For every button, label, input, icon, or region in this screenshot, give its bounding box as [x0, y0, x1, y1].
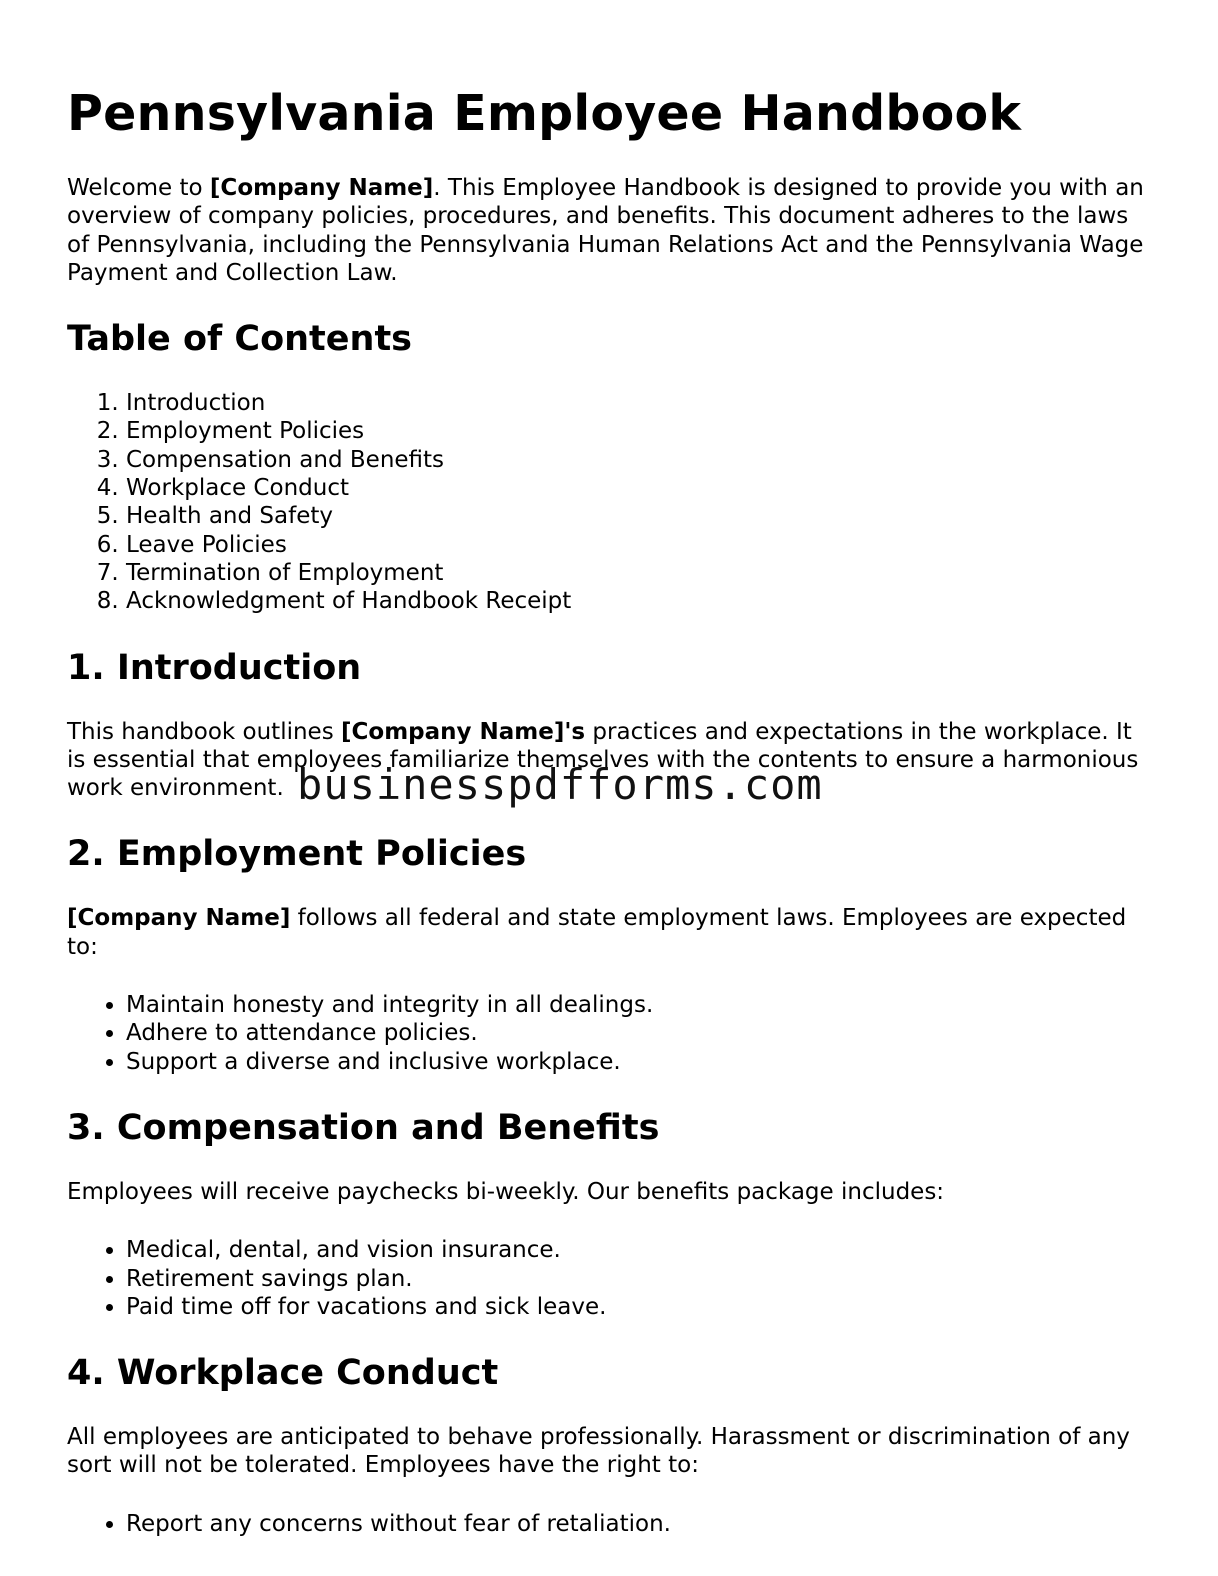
list-item: • Paid time off for vacations and sick leave.: [126, 1293, 1157, 1321]
intro-text-after: . This Employee Handbook is designed to provide you with an overview of company policies, procedures, and benefits. This document adheres to the laws of Pennsylvania, including the Pennsylvania Human Relations Act and the Pennsylvania Wage Payment and Collection Law.: [67, 175, 1144, 286]
toc-item: 7. Termination of Employment: [126, 559, 1157, 587]
list-item: • Support a diverse and inclusive workplace.: [126, 1048, 1157, 1076]
section-heading-introduction: 1. Introduction: [67, 647, 362, 688]
employment-list: [67, 991, 1157, 1076]
conduct-paragraph: All employees are anticipated to behave professionally. Harassment or discrimination of any sort will not be tolerated. Employees have the right to:: [67, 1424, 1130, 1479]
company-name-placeholder: [Company Name]: [67, 905, 291, 932]
section-heading-compensation: 3. Compensation and Benefits: [67, 1107, 660, 1148]
toc-list: [67, 389, 1157, 615]
intro-paragraph: [67, 174, 1157, 287]
toc-item: 5. Health and Safety: [126, 502, 1157, 530]
company-name-placeholder: [Company Name]'s: [341, 718, 586, 745]
introduction-text-after: practices and expectations in the workplace. It is essential that employees familiarize themselves with the contents to ensure a harmonious work environment.: [67, 718, 1139, 802]
toc-item: 3. Compensation and Benefits: [126, 446, 1157, 474]
list-item: • Adhere to attendance policies.: [126, 1019, 1157, 1047]
introduction-paragraph: [67, 718, 1157, 803]
toc-item: 6. Leave Policies: [126, 531, 1157, 559]
list-item: • Report any concerns without fear of retaliation.: [126, 1510, 1157, 1538]
page-title: Pennsylvania Employee Handbook: [67, 85, 1022, 142]
compensation-list: [67, 1236, 1157, 1321]
list-item: • Retirement savings plan.: [126, 1265, 1157, 1293]
toc-heading: Table of Contents: [67, 319, 413, 360]
intro-text-before: Welcome to: [67, 175, 210, 201]
document-page: [67, 84, 1157, 1568]
toc-item: 4. Workplace Conduct: [126, 474, 1157, 502]
toc-item: 1. Introduction: [126, 389, 1157, 417]
introduction-text-before: This handbook outlines: [67, 718, 342, 745]
section-heading-employment-policies: 2. Employment Policies: [67, 834, 527, 875]
toc-item: 2. Employment Policies: [126, 417, 1157, 445]
section-heading-workplace-conduct: 4. Workplace Conduct: [67, 1353, 499, 1394]
watermark: businesspdfforms.com: [297, 760, 823, 809]
employment-text: follows all federal and state employment laws. Employees are expected to:: [67, 905, 1127, 960]
employment-paragraph: [67, 904, 1157, 961]
list-item: • Maintain honesty and integrity in all dealings.: [126, 991, 1157, 1019]
compensation-paragraph: Employees will receive paychecks bi-weekly. Our benefits package includes:: [67, 1178, 945, 1205]
conduct-list: [67, 1510, 1157, 1538]
toc-item: 8. Acknowledgment of Handbook Receipt: [126, 587, 1157, 615]
company-name-placeholder: [Company Name]: [209, 175, 434, 201]
list-item: • Medical, dental, and vision insurance.: [126, 1236, 1157, 1264]
